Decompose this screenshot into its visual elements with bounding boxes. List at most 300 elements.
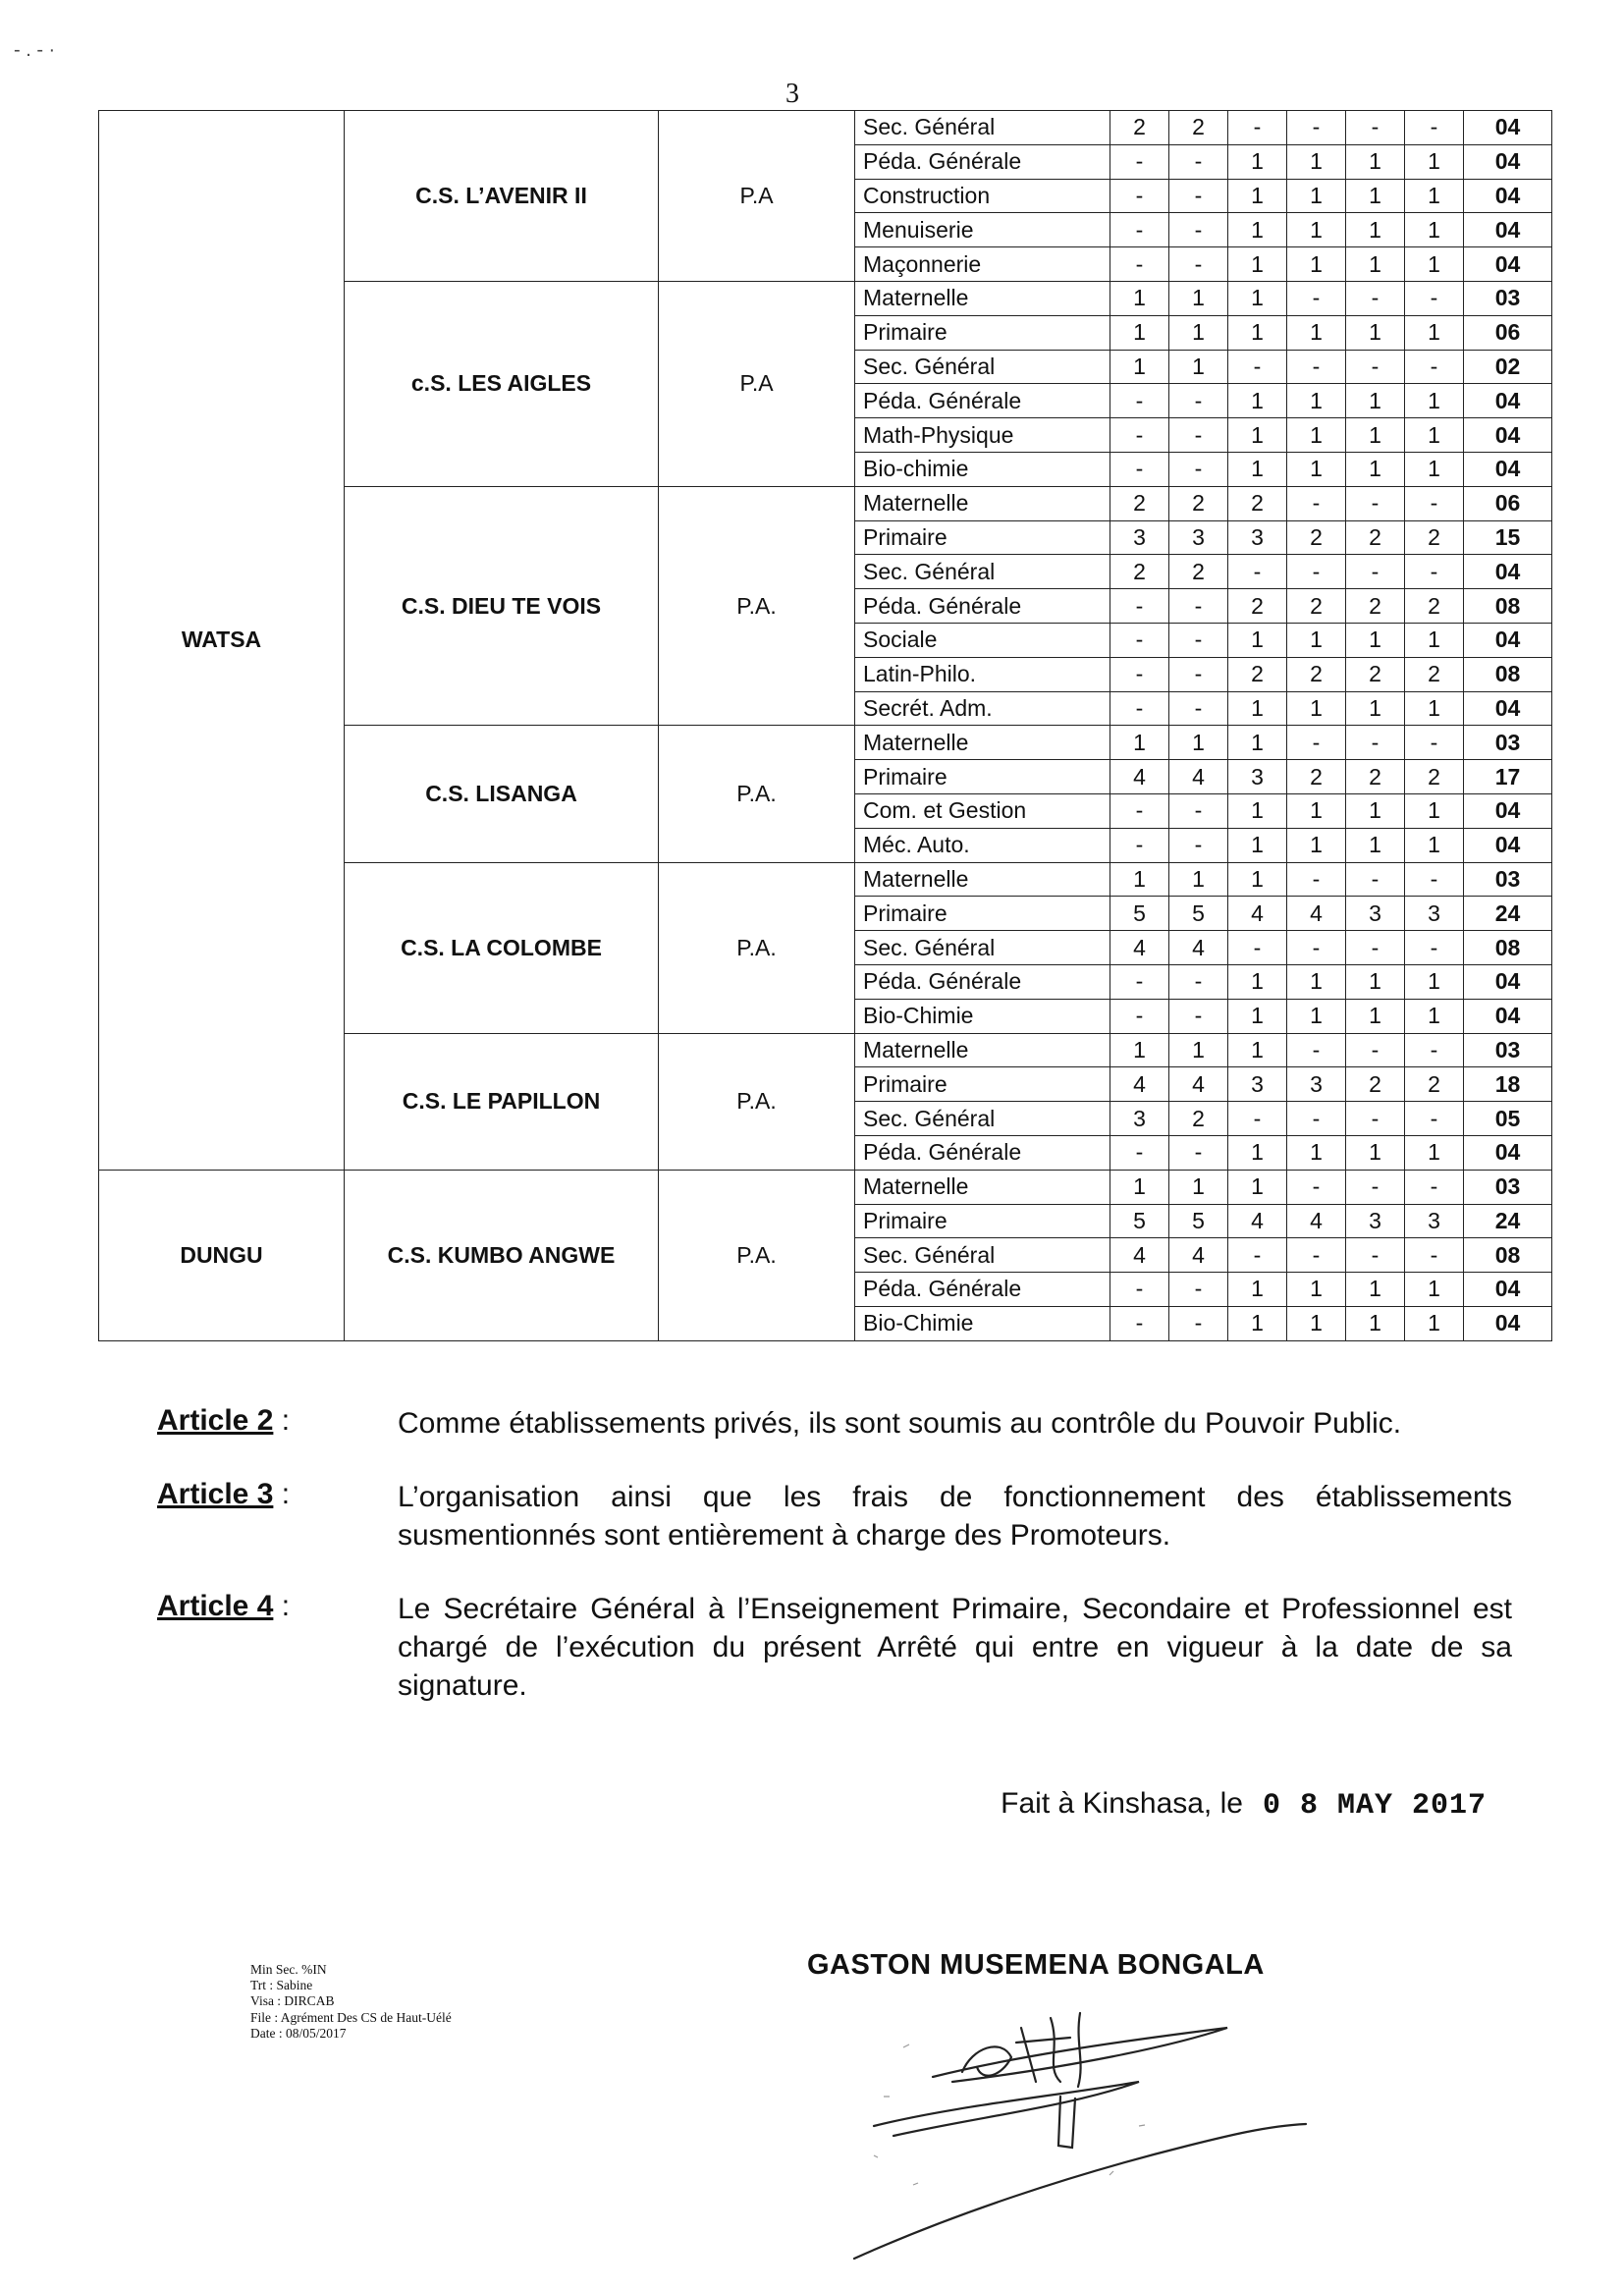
- class-count-cell: -: [1169, 657, 1228, 691]
- class-count-cell: 3: [1405, 1204, 1464, 1238]
- class-count-cell: -: [1169, 1135, 1228, 1170]
- class-count-cell: 1: [1228, 384, 1287, 418]
- class-count-cell: -: [1169, 179, 1228, 213]
- section-cell: Math-Physique: [855, 418, 1110, 453]
- class-count-cell: 2: [1287, 657, 1346, 691]
- class-count-cell: 1: [1346, 999, 1405, 1033]
- class-count-cell: 2: [1405, 657, 1464, 691]
- class-count-cell: 3: [1287, 1067, 1346, 1102]
- school-name-cell: C.S. DIEU TE VOIS: [345, 486, 659, 726]
- class-count-cell: 2: [1287, 589, 1346, 624]
- class-count-cell: 1: [1287, 999, 1346, 1033]
- class-count-cell: 1: [1405, 247, 1464, 282]
- article-colon: :: [273, 1404, 291, 1437]
- section-cell: Primaire: [855, 520, 1110, 555]
- class-count-cell: 1: [1346, 1306, 1405, 1340]
- total-cell: 17: [1464, 760, 1552, 794]
- section-cell: Latin-Philo.: [855, 657, 1110, 691]
- class-count-cell: -: [1287, 350, 1346, 384]
- class-count-cell: 1: [1405, 315, 1464, 350]
- total-cell: 03: [1464, 1033, 1552, 1067]
- class-count-cell: 1: [1405, 691, 1464, 726]
- class-count-cell: 1: [1346, 247, 1405, 282]
- region-cell: WATSA: [99, 111, 345, 1171]
- class-count-cell: -: [1346, 931, 1405, 965]
- class-count-cell: -: [1169, 144, 1228, 179]
- section-cell: Maternelle: [855, 726, 1110, 760]
- section-cell: Primaire: [855, 1067, 1110, 1102]
- school-type-cell: P.A.: [659, 1033, 855, 1170]
- class-count-cell: -: [1110, 657, 1169, 691]
- class-count-cell: -: [1169, 452, 1228, 486]
- class-count-cell: 1: [1287, 452, 1346, 486]
- total-cell: 04: [1464, 1306, 1552, 1340]
- total-cell: 03: [1464, 726, 1552, 760]
- class-count-cell: 1: [1287, 418, 1346, 453]
- class-count-cell: -: [1169, 1306, 1228, 1340]
- class-count-cell: 1: [1287, 247, 1346, 282]
- class-count-cell: 2: [1346, 520, 1405, 555]
- class-count-cell: -: [1287, 281, 1346, 315]
- class-count-cell: 1: [1346, 828, 1405, 862]
- class-count-cell: 1: [1228, 281, 1287, 315]
- class-count-cell: -: [1287, 486, 1346, 520]
- school-type-cell: P.A: [659, 281, 855, 486]
- region-cell: DUNGU: [99, 1170, 345, 1340]
- class-count-cell: 1: [1169, 726, 1228, 760]
- class-count-cell: 4: [1287, 1204, 1346, 1238]
- class-count-cell: 4: [1110, 760, 1169, 794]
- total-cell: 06: [1464, 486, 1552, 520]
- page-number: 3: [785, 79, 799, 109]
- total-cell: 03: [1464, 281, 1552, 315]
- total-cell: 04: [1464, 179, 1552, 213]
- class-count-cell: 5: [1169, 1204, 1228, 1238]
- class-count-cell: -: [1169, 964, 1228, 999]
- article-colon: :: [273, 1478, 291, 1510]
- class-count-cell: -: [1405, 1170, 1464, 1204]
- article-2: [157, 1404, 1512, 1443]
- class-count-cell: 1: [1228, 726, 1287, 760]
- section-cell: Sec. Général: [855, 1102, 1110, 1136]
- class-count-cell: 1: [1405, 384, 1464, 418]
- class-count-cell: -: [1346, 486, 1405, 520]
- class-count-cell: 1: [1169, 862, 1228, 897]
- total-cell: 04: [1464, 793, 1552, 828]
- class-count-cell: 1: [1110, 862, 1169, 897]
- class-count-cell: -: [1405, 931, 1464, 965]
- class-count-cell: -: [1287, 726, 1346, 760]
- class-count-cell: 3: [1169, 520, 1228, 555]
- class-count-cell: 2: [1169, 1102, 1228, 1136]
- class-count-cell: -: [1287, 1170, 1346, 1204]
- article-label: Article 2: [157, 1404, 274, 1437]
- class-count-cell: -: [1110, 179, 1169, 213]
- class-count-cell: -: [1110, 623, 1169, 657]
- article-4: [157, 1590, 1512, 1705]
- class-count-cell: 4: [1169, 931, 1228, 965]
- article-label: Article 4: [157, 1590, 274, 1622]
- class-count-cell: -: [1287, 1238, 1346, 1273]
- total-cell: 04: [1464, 555, 1552, 589]
- class-count-cell: 1: [1228, 144, 1287, 179]
- school-type-cell: P.A: [659, 111, 855, 282]
- section-cell: Bio-chimie: [855, 452, 1110, 486]
- class-count-cell: 1: [1405, 964, 1464, 999]
- class-count-cell: -: [1110, 1273, 1169, 1307]
- class-count-cell: 1: [1346, 1135, 1405, 1170]
- schools-table: [98, 110, 1552, 1341]
- class-count-cell: -: [1405, 726, 1464, 760]
- total-cell: 02: [1464, 350, 1552, 384]
- class-count-cell: 4: [1169, 760, 1228, 794]
- section-cell: Péda. Générale: [855, 1135, 1110, 1170]
- total-cell: 05: [1464, 1102, 1552, 1136]
- class-count-cell: 1: [1228, 179, 1287, 213]
- class-count-cell: 1: [1405, 1273, 1464, 1307]
- class-count-cell: 1: [1346, 315, 1405, 350]
- class-count-cell: 1: [1287, 623, 1346, 657]
- class-count-cell: 3: [1228, 760, 1287, 794]
- total-cell: 04: [1464, 452, 1552, 486]
- class-count-cell: 1: [1287, 213, 1346, 247]
- class-count-cell: 1: [1287, 691, 1346, 726]
- class-count-cell: 1: [1405, 999, 1464, 1033]
- class-count-cell: -: [1346, 555, 1405, 589]
- class-count-cell: 1: [1110, 350, 1169, 384]
- class-count-cell: 1: [1169, 1170, 1228, 1204]
- total-cell: 04: [1464, 623, 1552, 657]
- reference-footnote: [250, 1962, 452, 2042]
- class-count-cell: -: [1405, 1102, 1464, 1136]
- school-type-cell: P.A.: [659, 1170, 855, 1340]
- class-count-cell: -: [1405, 111, 1464, 145]
- school-name-cell: c.S. LES AIGLES: [345, 281, 659, 486]
- class-count-cell: 1: [1287, 964, 1346, 999]
- section-cell: Sec. Général: [855, 555, 1110, 589]
- class-count-cell: 2: [1110, 555, 1169, 589]
- article-colon: :: [273, 1590, 291, 1622]
- class-count-cell: 1: [1346, 213, 1405, 247]
- section-cell: Primaire: [855, 315, 1110, 350]
- class-count-cell: 1: [1228, 964, 1287, 999]
- schools-table-body: [99, 111, 1552, 1341]
- school-type-cell: P.A.: [659, 726, 855, 862]
- class-count-cell: 1: [1228, 1306, 1287, 1340]
- section-cell: Bio-Chimie: [855, 1306, 1110, 1340]
- section-cell: Sec. Général: [855, 350, 1110, 384]
- class-count-cell: 2: [1346, 1067, 1405, 1102]
- footnote-line: Visa : DIRCAB: [250, 1993, 335, 2009]
- class-count-cell: 2: [1228, 657, 1287, 691]
- section-cell: Péda. Générale: [855, 1273, 1110, 1307]
- class-count-cell: 1: [1228, 1135, 1287, 1170]
- table-row: [99, 111, 1552, 145]
- class-count-cell: 2: [1287, 760, 1346, 794]
- total-cell: 04: [1464, 213, 1552, 247]
- articles-section: [157, 1404, 1512, 1740]
- class-count-cell: 1: [1346, 384, 1405, 418]
- class-count-cell: 1: [1228, 691, 1287, 726]
- section-cell: Sec. Général: [855, 111, 1110, 145]
- class-count-cell: -: [1287, 1102, 1346, 1136]
- class-count-cell: -: [1287, 931, 1346, 965]
- class-count-cell: 1: [1110, 1033, 1169, 1067]
- section-cell: Péda. Générale: [855, 589, 1110, 624]
- class-count-cell: 1: [1346, 691, 1405, 726]
- signatory-name: GASTON MUSEMENA BONGALA: [807, 1949, 1265, 1981]
- section-cell: Primaire: [855, 760, 1110, 794]
- class-count-cell: 4: [1169, 1067, 1228, 1102]
- school-name-cell: C.S. L’AVENIR II: [345, 111, 659, 282]
- total-cell: 04: [1464, 418, 1552, 453]
- class-count-cell: 1: [1287, 1135, 1346, 1170]
- class-count-cell: -: [1346, 1238, 1405, 1273]
- class-count-cell: -: [1287, 111, 1346, 145]
- class-count-cell: -: [1405, 862, 1464, 897]
- class-count-cell: 4: [1110, 1067, 1169, 1102]
- class-count-cell: -: [1405, 486, 1464, 520]
- class-count-cell: 1: [1169, 350, 1228, 384]
- class-count-cell: 1: [1346, 418, 1405, 453]
- class-count-cell: -: [1110, 828, 1169, 862]
- section-cell: Méc. Auto.: [855, 828, 1110, 862]
- class-count-cell: 1: [1287, 179, 1346, 213]
- class-count-cell: -: [1110, 452, 1169, 486]
- class-count-cell: -: [1169, 999, 1228, 1033]
- class-count-cell: 1: [1405, 179, 1464, 213]
- section-cell: Menuiserie: [855, 213, 1110, 247]
- class-count-cell: 1: [1110, 726, 1169, 760]
- article-text: Comme établissements privés, ils sont soumis au contrôle du Pouvoir Public.: [398, 1407, 1402, 1440]
- total-cell: 04: [1464, 964, 1552, 999]
- class-count-cell: -: [1110, 793, 1169, 828]
- class-count-cell: 1: [1228, 418, 1287, 453]
- class-count-cell: 2: [1346, 760, 1405, 794]
- class-count-cell: -: [1346, 111, 1405, 145]
- section-cell: Péda. Générale: [855, 144, 1110, 179]
- class-count-cell: -: [1228, 350, 1287, 384]
- total-cell: 08: [1464, 931, 1552, 965]
- class-count-cell: -: [1110, 1306, 1169, 1340]
- article-3: [157, 1478, 1512, 1554]
- total-cell: 24: [1464, 1204, 1552, 1238]
- class-count-cell: 2: [1346, 657, 1405, 691]
- class-count-cell: 1: [1405, 452, 1464, 486]
- class-count-cell: 1: [1228, 1170, 1287, 1204]
- class-count-cell: -: [1228, 111, 1287, 145]
- class-count-cell: -: [1110, 1135, 1169, 1170]
- footnote-line: Trt : Sabine: [250, 1978, 313, 1993]
- class-count-cell: 3: [1346, 1204, 1405, 1238]
- total-cell: 04: [1464, 999, 1552, 1033]
- class-count-cell: -: [1110, 247, 1169, 282]
- class-count-cell: 5: [1110, 1204, 1169, 1238]
- class-count-cell: -: [1169, 247, 1228, 282]
- class-count-cell: 1: [1110, 1170, 1169, 1204]
- section-cell: Primaire: [855, 1204, 1110, 1238]
- class-count-cell: 1: [1346, 179, 1405, 213]
- footnote-line: Min Sec. %IN: [250, 1962, 327, 1977]
- class-count-cell: 1: [1287, 144, 1346, 179]
- total-cell: 04: [1464, 1135, 1552, 1170]
- class-count-cell: 1: [1405, 213, 1464, 247]
- class-count-cell: 3: [1346, 897, 1405, 931]
- total-cell: 08: [1464, 657, 1552, 691]
- footnote-line: Date : 08/05/2017: [250, 2025, 347, 2041]
- total-cell: 06: [1464, 315, 1552, 350]
- class-count-cell: 4: [1110, 931, 1169, 965]
- class-count-cell: -: [1169, 213, 1228, 247]
- section-cell: Maternelle: [855, 1170, 1110, 1204]
- class-count-cell: -: [1110, 964, 1169, 999]
- total-cell: 03: [1464, 1170, 1552, 1204]
- class-count-cell: -: [1169, 828, 1228, 862]
- class-count-cell: 2: [1405, 760, 1464, 794]
- class-count-cell: -: [1228, 931, 1287, 965]
- class-count-cell: 2: [1405, 1067, 1464, 1102]
- total-cell: 24: [1464, 897, 1552, 931]
- class-count-cell: 1: [1228, 623, 1287, 657]
- total-cell: 08: [1464, 589, 1552, 624]
- class-count-cell: 2: [1169, 111, 1228, 145]
- class-count-cell: -: [1228, 1102, 1287, 1136]
- total-cell: 18: [1464, 1067, 1552, 1102]
- total-cell: 04: [1464, 691, 1552, 726]
- class-count-cell: 1: [1169, 315, 1228, 350]
- class-count-cell: 1: [1405, 623, 1464, 657]
- class-count-cell: 1: [1405, 144, 1464, 179]
- class-count-cell: 1: [1228, 315, 1287, 350]
- date-stamp: 0 8 MAY 2017: [1262, 1789, 1487, 1823]
- class-count-cell: 3: [1228, 1067, 1287, 1102]
- school-type-cell: P.A.: [659, 486, 855, 726]
- class-count-cell: 1: [1346, 1273, 1405, 1307]
- class-count-cell: -: [1405, 555, 1464, 589]
- section-cell: Maternelle: [855, 862, 1110, 897]
- class-count-cell: 1: [1169, 1033, 1228, 1067]
- class-count-cell: 2: [1228, 486, 1287, 520]
- class-count-cell: -: [1169, 589, 1228, 624]
- class-count-cell: -: [1228, 1238, 1287, 1273]
- class-count-cell: -: [1346, 1102, 1405, 1136]
- class-count-cell: 5: [1110, 897, 1169, 931]
- section-cell: Péda. Générale: [855, 384, 1110, 418]
- footnote-line: File : Agrément Des CS de Haut-Uélé: [250, 2009, 452, 2025]
- section-cell: Sec. Général: [855, 1238, 1110, 1273]
- class-count-cell: 1: [1228, 452, 1287, 486]
- class-count-cell: 2: [1228, 589, 1287, 624]
- section-cell: Secrét. Adm.: [855, 691, 1110, 726]
- class-count-cell: -: [1110, 691, 1169, 726]
- class-count-cell: 1: [1405, 418, 1464, 453]
- class-count-cell: -: [1346, 1170, 1405, 1204]
- section-cell: Maçonnerie: [855, 247, 1110, 282]
- school-name-cell: C.S. LA COLOMBE: [345, 862, 659, 1033]
- section-cell: Maternelle: [855, 1033, 1110, 1067]
- class-count-cell: 2: [1405, 589, 1464, 624]
- school-name-cell: C.S. KUMBO ANGWE: [345, 1170, 659, 1340]
- signing-place: Fait à Kinshasa, le: [1001, 1787, 1243, 1820]
- class-count-cell: -: [1346, 281, 1405, 315]
- class-count-cell: 2: [1169, 486, 1228, 520]
- class-count-cell: 3: [1110, 1102, 1169, 1136]
- class-count-cell: -: [1405, 1033, 1464, 1067]
- class-count-cell: -: [1110, 999, 1169, 1033]
- class-count-cell: -: [1169, 623, 1228, 657]
- class-count-cell: 1: [1287, 384, 1346, 418]
- class-count-cell: 1: [1346, 793, 1405, 828]
- section-cell: Péda. Générale: [855, 964, 1110, 999]
- class-count-cell: -: [1287, 862, 1346, 897]
- total-cell: 04: [1464, 247, 1552, 282]
- class-count-cell: 1: [1346, 144, 1405, 179]
- class-count-cell: -: [1228, 555, 1287, 589]
- class-count-cell: 1: [1287, 793, 1346, 828]
- class-count-cell: 1: [1287, 1273, 1346, 1307]
- class-count-cell: 1: [1228, 247, 1287, 282]
- class-count-cell: 1: [1169, 281, 1228, 315]
- class-count-cell: 1: [1228, 1273, 1287, 1307]
- class-count-cell: 2: [1110, 486, 1169, 520]
- class-count-cell: 5: [1169, 897, 1228, 931]
- class-count-cell: 1: [1405, 793, 1464, 828]
- article-label: Article 3: [157, 1478, 274, 1510]
- handwritten-signature: [815, 1989, 1365, 2283]
- class-count-cell: 1: [1405, 1306, 1464, 1340]
- class-count-cell: -: [1346, 862, 1405, 897]
- class-count-cell: 3: [1110, 520, 1169, 555]
- class-count-cell: 1: [1287, 828, 1346, 862]
- class-count-cell: -: [1346, 726, 1405, 760]
- class-count-cell: 2: [1287, 520, 1346, 555]
- class-count-cell: -: [1346, 1033, 1405, 1067]
- class-count-cell: 4: [1228, 1204, 1287, 1238]
- article-text: Le Secrétaire Général à l’Enseignement Primaire, Secondaire et Professionnel est chargé de l’exécution du présent Arrêté qui entre en vigueur à la date de sa signature.: [398, 1593, 1512, 1702]
- class-count-cell: 1: [1228, 1033, 1287, 1067]
- total-cell: 04: [1464, 144, 1552, 179]
- total-cell: 04: [1464, 111, 1552, 145]
- total-cell: 04: [1464, 828, 1552, 862]
- class-count-cell: -: [1287, 555, 1346, 589]
- class-count-cell: -: [1169, 793, 1228, 828]
- class-count-cell: 2: [1110, 111, 1169, 145]
- class-count-cell: 1: [1346, 452, 1405, 486]
- class-count-cell: -: [1110, 418, 1169, 453]
- school-type-cell: P.A.: [659, 862, 855, 1033]
- total-cell: 03: [1464, 862, 1552, 897]
- school-name-cell: C.S. LE PAPILLON: [345, 1033, 659, 1170]
- section-cell: Primaire: [855, 897, 1110, 931]
- section-cell: Construction: [855, 179, 1110, 213]
- class-count-cell: 1: [1346, 623, 1405, 657]
- class-count-cell: 1: [1228, 793, 1287, 828]
- class-count-cell: 2: [1169, 555, 1228, 589]
- class-count-cell: -: [1169, 418, 1228, 453]
- class-count-cell: 1: [1287, 315, 1346, 350]
- class-count-cell: -: [1110, 589, 1169, 624]
- section-cell: Com. et Gestion: [855, 793, 1110, 828]
- class-count-cell: 1: [1110, 315, 1169, 350]
- class-count-cell: 3: [1228, 520, 1287, 555]
- section-cell: Maternelle: [855, 486, 1110, 520]
- class-count-cell: 4: [1228, 897, 1287, 931]
- total-cell: 15: [1464, 520, 1552, 555]
- class-count-cell: -: [1169, 691, 1228, 726]
- class-count-cell: -: [1346, 350, 1405, 384]
- class-count-cell: -: [1110, 213, 1169, 247]
- class-count-cell: 4: [1169, 1238, 1228, 1273]
